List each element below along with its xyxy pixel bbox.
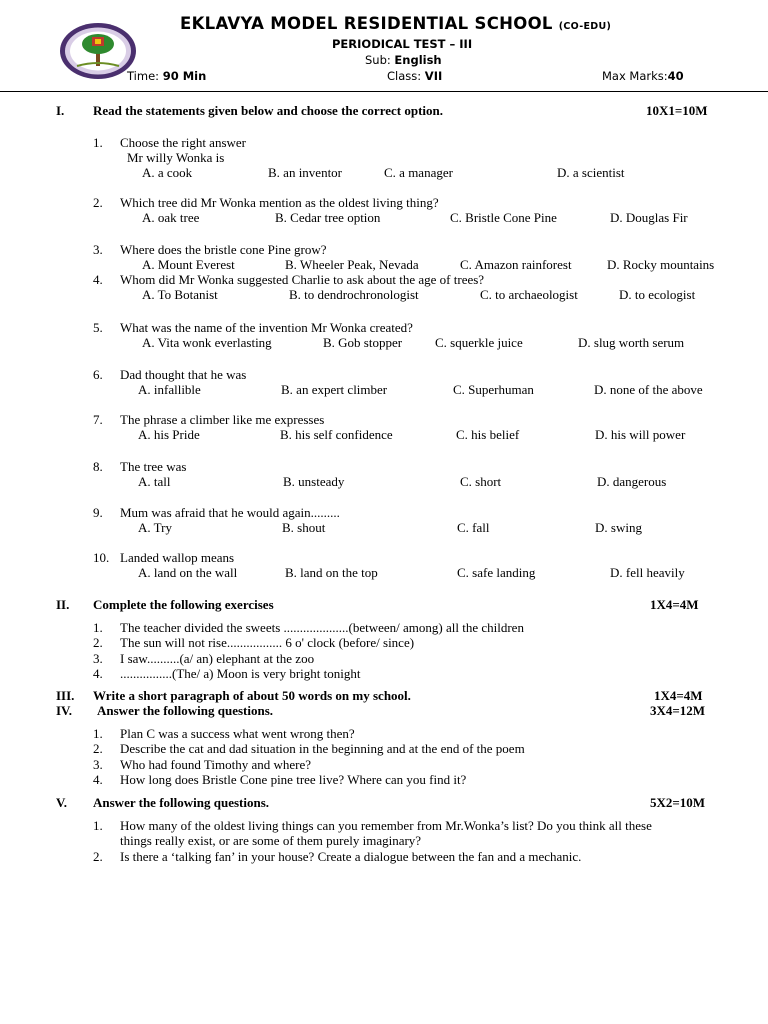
question-text: The tree was xyxy=(120,459,187,474)
item-text: How many of the oldest living things can you remember from Mr.Wonka’s list? Do you think all these xyxy=(120,818,652,833)
option-d: D. dangerous xyxy=(597,474,667,489)
option-c: C. a manager xyxy=(384,165,453,180)
option-d: D. none of the above xyxy=(594,382,703,397)
item-text: Who had found Timothy and where? xyxy=(120,757,312,772)
section-3-marks: 1X4=4M xyxy=(654,688,703,703)
section-4-number: IV. xyxy=(56,703,73,718)
item-number: 1. xyxy=(93,726,103,741)
option-c: C. safe landing xyxy=(457,565,536,580)
option-a: A. Vita wonk everlasting xyxy=(142,335,272,350)
question-number: 9. xyxy=(93,505,103,520)
item-text: ................(The/ a) Moon is very bright tonight xyxy=(120,666,361,681)
option-d: D. his will power xyxy=(595,427,686,442)
question-text: What was the name of the invention Mr Wonka created? xyxy=(120,320,413,335)
section-1-title: Read the statements given below and choose the correct option. xyxy=(93,103,443,118)
option-d: D. slug worth serum xyxy=(578,335,685,350)
option-b: B. land on the top xyxy=(285,565,378,580)
option-d: D. a scientist xyxy=(557,165,625,180)
option-b: B. an inventor xyxy=(268,165,343,180)
question-number: 6. xyxy=(93,367,103,382)
class-info: Class: VII xyxy=(387,69,443,83)
question-number: 5. xyxy=(93,320,103,335)
section-5-number: V. xyxy=(56,795,67,810)
option-d: D. Douglas Fir xyxy=(610,210,688,225)
question-text-cont: Mr willy Wonka is xyxy=(127,150,225,165)
question-number: 1. xyxy=(93,135,103,150)
option-a: A. tall xyxy=(138,474,171,489)
item-text: Plan C was a success what went wrong then? xyxy=(120,726,355,741)
school-name: EKLAVYA MODEL RESIDENTIAL SCHOOL (CO-EDU) xyxy=(180,14,612,33)
item-number: 2. xyxy=(93,849,103,864)
max-marks: Max Marks:40 xyxy=(602,69,684,83)
question-text: Landed wallop means xyxy=(120,550,235,565)
section-2-marks: 1X4=4M xyxy=(650,597,699,612)
question-number: 7. xyxy=(93,412,103,427)
section-5-title: Answer the following questions. xyxy=(93,795,270,810)
section-4-marks: 3X4=12M xyxy=(650,703,706,718)
section-5-marks: 5X2=10M xyxy=(650,795,706,810)
header-divider xyxy=(0,91,768,92)
option-c: C. Amazon rainforest xyxy=(460,257,572,272)
question-text: Whom did Mr Wonka suggested Charlie to ask about the age of trees? xyxy=(120,272,485,287)
option-b: B. his self confidence xyxy=(280,427,393,442)
question-number: 2. xyxy=(93,195,103,210)
item-text: I saw..........(a/ an) elephant at the zoo xyxy=(120,651,315,666)
item-text: The sun will not rise................. 6 o' clock (before/ since) xyxy=(120,635,415,650)
option-c: C. short xyxy=(460,474,502,489)
item-text: Is there a ‘talking fan’ in your house? Create a dialogue between the fan and a mechanic. xyxy=(120,849,582,864)
item-text: How long does Bristle Cone pine tree live? Where can you find it? xyxy=(120,772,467,787)
question-text: Which tree did Mr Wonka mention as the oldest living thing? xyxy=(120,195,439,210)
option-c: C. Bristle Cone Pine xyxy=(450,210,557,225)
option-a: A. land on the wall xyxy=(138,565,238,580)
time-allowed: Time: 90 Min xyxy=(127,69,207,83)
option-a: A. To Botanist xyxy=(142,287,218,302)
section-3-title: Write a short paragraph of about 50 words on my school. xyxy=(93,688,411,703)
item-number: 2. xyxy=(93,635,103,650)
section-2-number: II. xyxy=(56,597,70,612)
school-emblem-icon xyxy=(59,22,137,80)
question-text: Dad thought that he was xyxy=(120,367,247,382)
option-d: D. to ecologist xyxy=(619,287,696,302)
option-c: C. squerkle juice xyxy=(435,335,523,350)
option-b: B. Cedar tree option xyxy=(275,210,381,225)
item-text-cont: things really exist, or are some of them purely imaginary? xyxy=(120,833,422,848)
option-a: A. his Pride xyxy=(138,427,200,442)
item-number: 1. xyxy=(93,620,103,635)
item-number: 2. xyxy=(93,741,103,756)
section-4-title: Answer the following questions. xyxy=(97,703,274,718)
item-number: 4. xyxy=(93,666,103,681)
option-a: A. Try xyxy=(138,520,172,535)
question-number: 8. xyxy=(93,459,103,474)
section-1-marks: 10X1=10M xyxy=(646,103,708,118)
item-number: 4. xyxy=(93,772,103,787)
option-b: B. Wheeler Peak, Nevada xyxy=(285,257,419,272)
question-number: 3. xyxy=(93,242,103,257)
item-number: 1. xyxy=(93,818,103,833)
option-c: C. fall xyxy=(457,520,490,535)
option-b: B. an expert climber xyxy=(281,382,388,397)
section-3-number: III. xyxy=(56,688,75,703)
option-d: D. swing xyxy=(595,520,642,535)
subject: Sub: English xyxy=(365,53,442,67)
item-text: Describe the cat and dad situation in the beginning and at the end of the poem xyxy=(120,741,525,756)
option-b: B. unsteady xyxy=(283,474,345,489)
item-number: 3. xyxy=(93,651,103,666)
option-a: A. infallible xyxy=(138,382,201,397)
section-2-title: Complete the following exercises xyxy=(93,597,274,612)
test-name: PERIODICAL TEST – III xyxy=(332,37,473,51)
option-a: A. Mount Everest xyxy=(142,257,235,272)
option-a: A. oak tree xyxy=(142,210,200,225)
question-text: Choose the right answer xyxy=(120,135,247,150)
option-c: C. his belief xyxy=(456,427,520,442)
question-text: Mum was afraid that he would again......... xyxy=(120,505,340,520)
option-c: C. Superhuman xyxy=(453,382,534,397)
option-d: D. fell heavily xyxy=(610,565,685,580)
question-text: The phrase a climber like me expresses xyxy=(120,412,325,427)
option-b: B. Gob stopper xyxy=(323,335,403,350)
item-text: The teacher divided the sweets ....................(between/ among) all the children xyxy=(120,620,524,635)
item-number: 3. xyxy=(93,757,103,772)
option-b: B. shout xyxy=(282,520,326,535)
question-text: Where does the bristle cone Pine grow? xyxy=(120,242,327,257)
option-a: A. a cook xyxy=(142,165,193,180)
question-number: 10. xyxy=(93,550,110,565)
option-d: D. Rocky mountains xyxy=(607,257,715,272)
section-1-number: I. xyxy=(56,103,65,118)
question-number: 4. xyxy=(93,272,103,287)
option-c: C. to archaeologist xyxy=(480,287,578,302)
option-b: B. to dendrochronologist xyxy=(289,287,419,302)
